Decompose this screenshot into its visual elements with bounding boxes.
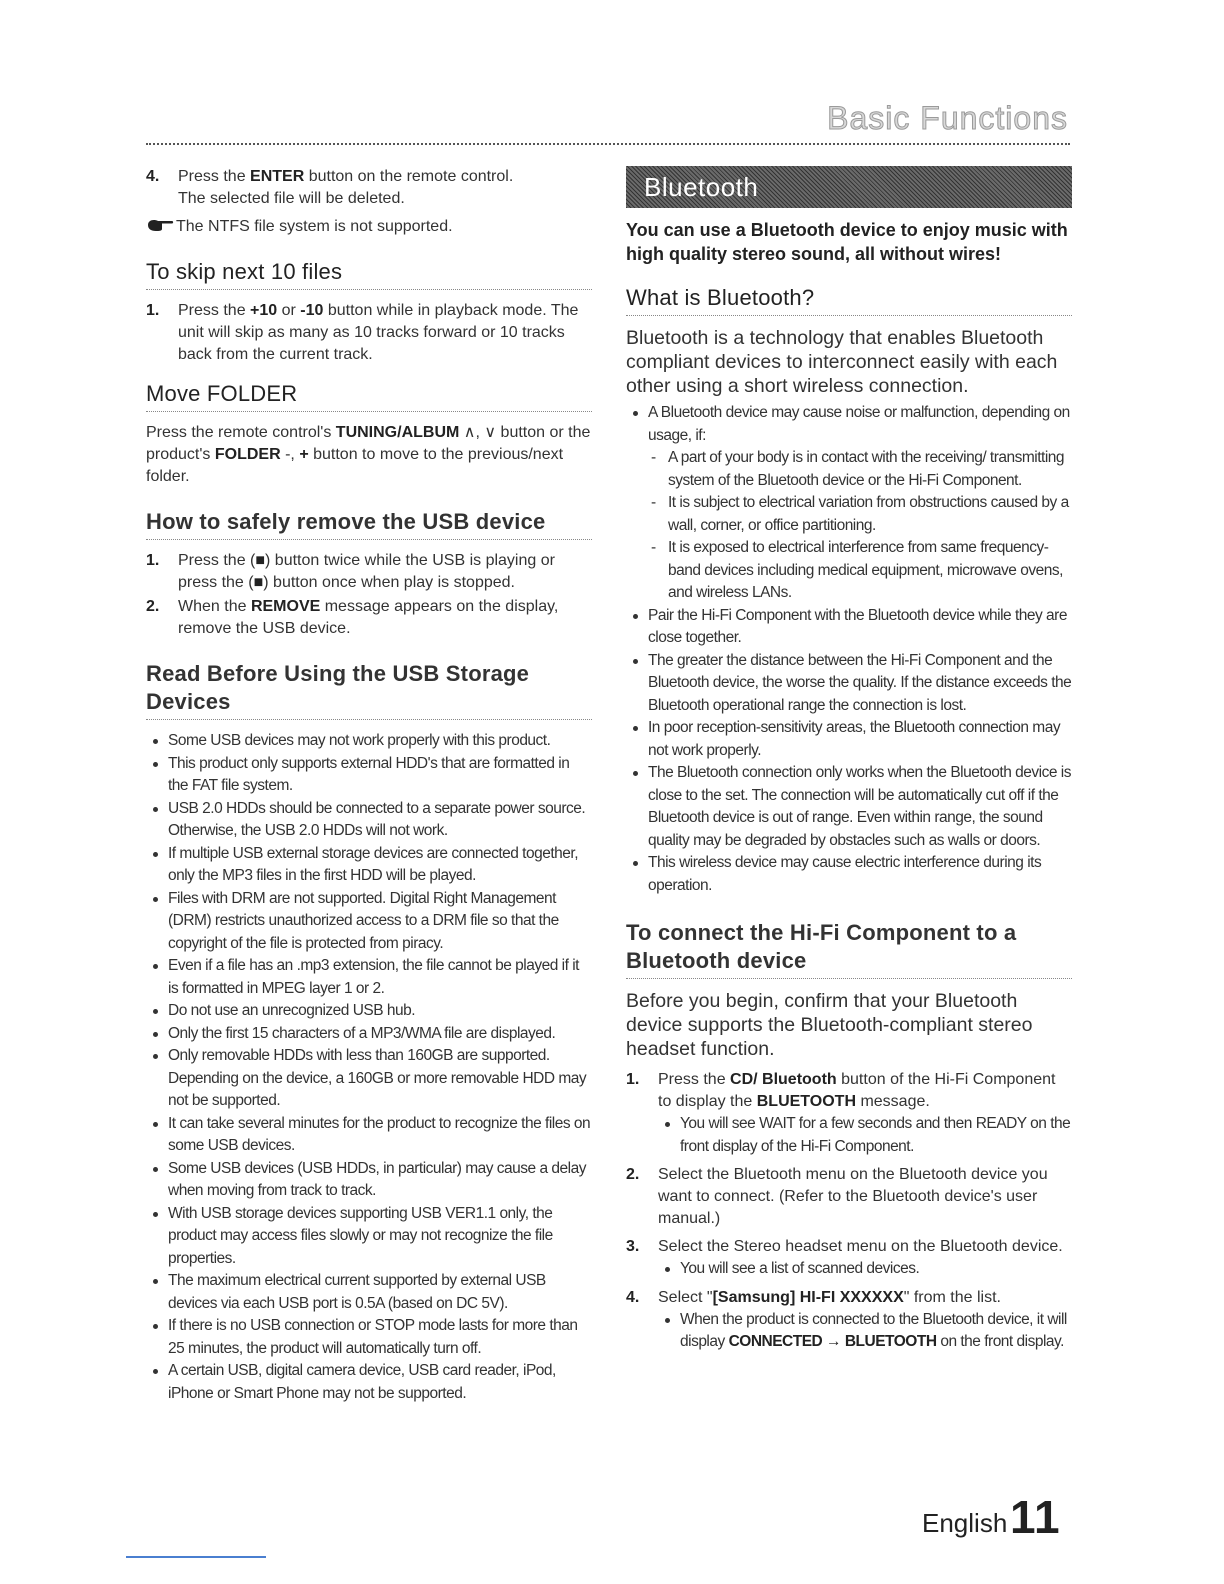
page-number: 11	[1010, 1491, 1061, 1543]
list-item: This product only supports external HDD's that are formatted in the FAT file system.	[146, 753, 592, 798]
bluetooth-conditions-list	[626, 447, 1072, 605]
list-item: If there is no USB connection or STOP mode lasts for more than 25 minutes, the product will automatically turn off.	[146, 1315, 592, 1360]
text: message appears on the display, remove the USB device.	[178, 598, 559, 637]
step-text	[178, 300, 592, 366]
text: Select the Stereo headset menu on the Bluetooth device.	[658, 1238, 1063, 1255]
list-item: In poor reception-sensitivity areas, the Bluetooth connection may not work properly.	[626, 717, 1072, 762]
text: Select "	[658, 1288, 713, 1306]
step-sub-list	[658, 1113, 1072, 1158]
text: ) button once when play is stopped.	[263, 574, 515, 591]
heading-what-is-bluetooth: What is Bluetooth?	[626, 284, 1072, 316]
list-item: Pair the Hi-Fi Component with the Bluetooth device while they are close together.	[626, 605, 1072, 650]
step-4	[146, 166, 592, 210]
list-item: Files with DRM are not supported. Digital Right Management (DRM) restricts unauthorized access to a DRM file so that the copyright of the file is protected from piracy.	[146, 888, 592, 956]
connect-step-2	[626, 1164, 1072, 1230]
key-minus10: -10	[300, 302, 324, 319]
heading-remove-usb: How to safely remove the USB device	[146, 508, 592, 540]
list-item: Even if a file has an .mp3 extension, the file cannot be played if it is formatted in MPEG layer 1 or 2.	[146, 955, 592, 1000]
text: When the product is connected to the Bluetooth device, it will display	[680, 1310, 1067, 1350]
step-text	[178, 550, 592, 594]
stop-icon: ■	[255, 552, 266, 569]
list-item: Do not use an unrecognized USB hub.	[146, 1000, 592, 1023]
text: Press the	[178, 302, 251, 319]
bluetooth-tips-list	[626, 605, 1072, 898]
step-number: 4.	[626, 1288, 640, 1306]
list-item: - It is exposed to electrical interference from same frequency-band devices including medical equipment, microwave ovens, and wireless LANs.	[648, 537, 1072, 605]
step-number: 1.	[626, 1071, 640, 1088]
list-item: If multiple USB external storage devices are connected together, only the MP3 files in the first HDD will be played.	[146, 843, 592, 888]
list-item: The greater the distance between the Hi-Fi Component and the Bluetooth device, the worse the quality. If the distance exceeds the Bluetooth operational range the connection is lost.	[626, 650, 1072, 718]
key-tuning-album: TUNING/ALBUM	[335, 424, 460, 441]
arrow-right-icon: →	[822, 1333, 845, 1350]
stop-icon: ■	[253, 574, 264, 591]
key-connected: CONNECTED	[728, 1333, 823, 1350]
step-number: 4.	[146, 168, 160, 185]
note	[146, 216, 592, 238]
text: or	[277, 302, 301, 319]
key-plus: +	[299, 446, 309, 463]
text: Press the (	[178, 552, 256, 569]
note-text: The NTFS file system is not supported.	[176, 218, 453, 235]
footer-line	[126, 1556, 266, 1558]
text: -,	[280, 446, 300, 463]
list-item: Some USB devices may not work properly with this product.	[146, 730, 592, 753]
step-text	[658, 1287, 1072, 1354]
key-bluetooth: BLUETOOTH	[756, 1093, 856, 1110]
key-remove: REMOVE	[250, 598, 321, 615]
key-bluetooth: BLUETOOTH	[844, 1333, 937, 1350]
list-item: You will see a list of scanned devices.	[658, 1258, 1072, 1281]
list-item: - It is subject to electrical variation from obstructions caused by a wall, corner, or office partitioning.	[648, 492, 1072, 537]
text: Press the remote control's	[146, 424, 336, 441]
key-enter: ENTER	[250, 168, 305, 185]
text: The selected file will be deleted.	[178, 190, 405, 207]
text: button of the Hi-Fi Component to display the	[658, 1071, 1056, 1110]
list-item: With USB storage devices supporting USB VER1.1 only, the product may access files slowly or may not recognize the file properties.	[146, 1203, 592, 1271]
list-item: The Bluetooth connection only works when the Bluetooth device is close to the set. The connection will be automatically cut off if the Bluetooth device is out of range. Even within range, the sound quality may be degraded by obstacles such as walls or doors.	[626, 762, 1072, 852]
connect-step-3	[626, 1236, 1072, 1281]
step-text	[178, 166, 592, 210]
step-sub-list	[658, 1309, 1072, 1354]
text: button to move to the previous/next folder.	[146, 446, 564, 485]
step-text: Select the Bluetooth menu on the Bluetooth device you want to connect. (Refer to the Bluetooth device's user manual.)	[658, 1166, 1048, 1227]
heading-move-folder: Move FOLDER	[146, 380, 592, 412]
list-item: USB 2.0 HDDs should be connected to a separate power source. Otherwise, the USB 2.0 HDDs will not work.	[146, 798, 592, 843]
step-number: 1.	[146, 552, 160, 569]
list-item: Only the first 15 characters of a MP3/WMA file are displayed.	[146, 1023, 592, 1046]
list-item: A certain USB, digital camera device, USB card reader, iPod, iPhone or Smart Phone may not be supported.	[146, 1360, 592, 1405]
heading-read-before-usb: Read Before Using the USB Storage Devices	[146, 660, 592, 720]
list-item: This wireless device may cause electric interference during its operation.	[626, 852, 1072, 897]
text: ∧, ∨ button or the product's	[146, 424, 591, 463]
text: A Bluetooth device may cause noise or malfunction, depending on usage, if:	[648, 404, 1070, 444]
step-sub-list	[658, 1258, 1072, 1281]
key-device-name: [Samsung] HI-FI XXXXXX	[712, 1288, 904, 1306]
list-item	[658, 1309, 1072, 1354]
skip-step-1	[146, 300, 592, 366]
page-header-title: Basic Functions	[827, 100, 1068, 136]
step-number: 2.	[146, 598, 160, 615]
key-folder: FOLDER	[214, 446, 281, 463]
text: button on the remote control.	[304, 168, 514, 185]
text: button while in playback mode. The unit will skip as many as 10 tracks forward or 10 tracks back from the current track.	[178, 302, 579, 363]
usb-notes-list	[146, 730, 592, 1405]
list-item	[626, 402, 1072, 447]
text: Press the	[658, 1071, 731, 1088]
key-plus10: +10	[250, 302, 278, 319]
left-column	[146, 166, 592, 1405]
list-item: Some USB devices (USB HDDs, in particular) may cause a delay when moving from track to track.	[146, 1158, 592, 1203]
remove-step-1	[146, 550, 592, 594]
text: message.	[856, 1093, 930, 1110]
header-rule	[146, 143, 1070, 146]
bluetooth-banner	[626, 166, 1072, 208]
bluetooth-intro: You can use a Bluetooth device to enjoy music with high quality stereo sound, all without wires!	[626, 220, 1068, 264]
text: ) button twice while the USB is playing or press the (	[178, 552, 555, 591]
key-cd-bluetooth: CD/ Bluetooth	[730, 1071, 837, 1088]
pointing-hand-icon	[146, 216, 176, 234]
step-text	[178, 596, 592, 640]
heading-connect-bluetooth: To connect the Hi-Fi Component to a Bluetooth device	[626, 919, 1072, 979]
step-number: 1.	[146, 302, 160, 319]
list-item: - A part of your body is in contact with the receiving/ transmitting system of the Bluetooth device or the Hi-Fi Component.	[648, 447, 1072, 492]
heading-skip-files: To skip next 10 files	[146, 258, 592, 290]
list-item: It can take several minutes for the product to recognize the files on some USB devices.	[146, 1113, 592, 1158]
step-text	[658, 1236, 1072, 1281]
text: " from the list.	[903, 1288, 1001, 1306]
connect-step-4	[626, 1287, 1072, 1354]
what-lead: Bluetooth is a technology that enables Bluetooth compliant devices to interconnect easily with each other using a short wireless connection.	[626, 327, 1058, 397]
right-column	[626, 166, 1072, 1356]
connect-step-1	[626, 1069, 1072, 1158]
step-number: 2.	[626, 1166, 640, 1183]
step-text	[658, 1069, 1072, 1158]
bluetooth-notes-list	[626, 402, 1072, 447]
text: on the front display.	[936, 1333, 1064, 1350]
connect-lead: Before you begin, confirm that your Bluetooth device supports the Bluetooth-compliant stereo headset function.	[626, 990, 1033, 1060]
text: When the	[178, 598, 251, 615]
list-item: The maximum electrical current supported by external USB devices via each USB port is 0.5A (based on DC 5V).	[146, 1270, 592, 1315]
remove-step-2	[146, 596, 592, 640]
move-folder-text	[146, 422, 592, 488]
step-number: 3.	[626, 1238, 640, 1255]
list-item: Only removable HDDs with less than 160GB are supported. Depending on the device, a 160GB or more removable HDD may not be supported.	[146, 1045, 592, 1113]
banner-title: Bluetooth	[644, 171, 759, 202]
text: Press the	[178, 168, 251, 185]
list-item: You will see WAIT for a few seconds and then READY on the front display of the Hi-Fi Component.	[658, 1113, 1072, 1158]
footer-language: English	[922, 1508, 1008, 1538]
